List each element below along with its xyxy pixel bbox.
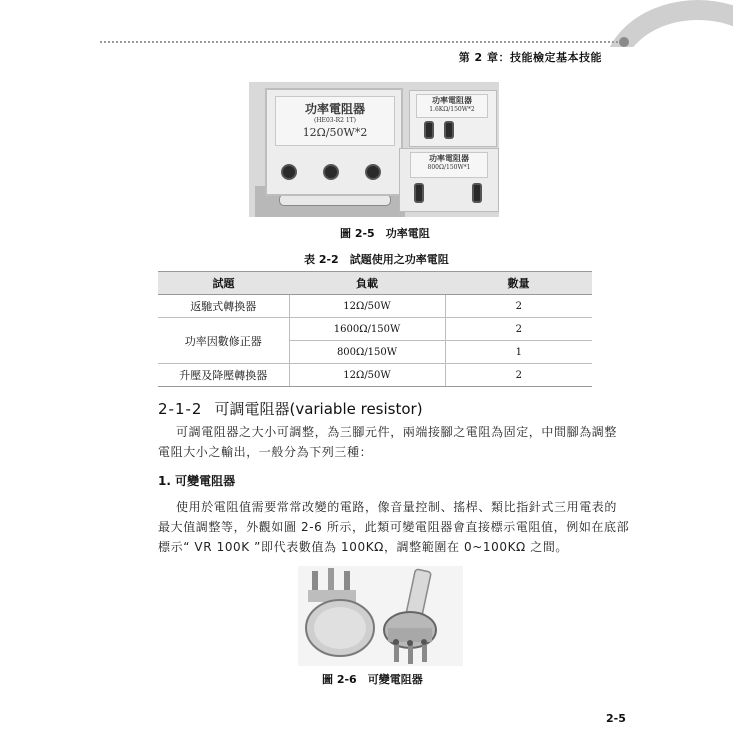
box2-label: 功率電阻器 1.6KΩ/150W*2 [416, 94, 488, 118]
table-cell-load: 12Ω/50W [289, 295, 445, 318]
table-row [158, 295, 592, 318]
figure-2-5-caption: 圖 2-5 功率電阻 [340, 227, 430, 240]
header-dot-marker [619, 37, 629, 47]
resistor-box-small-top [409, 90, 497, 147]
figure-2-5-photo [249, 82, 499, 217]
figure-2-6-caption: 圖 2-6 可變電阻器 [322, 673, 423, 686]
box1-label: 功率電阻器 (HE03-R2 1T) 12Ω/50W*2 [275, 96, 395, 146]
terminal-post-icon [472, 183, 482, 203]
running-title: 第 2 章：技能檢定基本技能 [458, 51, 602, 64]
table-cell-item: 升壓及降壓轉換器 [158, 364, 289, 387]
table-cell-qty: 2 [445, 364, 592, 387]
resistor-box-small-bottom [399, 148, 499, 212]
box3-label: 功率電阻器 800Ω/150W*1 [410, 152, 488, 178]
table-cell-qty: 2 [445, 318, 592, 341]
page-number: 2-5 [606, 712, 626, 725]
power-resistor-table [158, 271, 592, 387]
terminal-post-icon [424, 121, 434, 139]
variable-resistor-illustration [298, 566, 463, 666]
table-row [158, 318, 592, 341]
section-intro-line-2: 電阻大小之輸出，一般分為下列三種： [158, 445, 373, 459]
table-row [158, 364, 592, 387]
subsection-para-line-2: 最大值調整等，外觀如圖 2-6 所示，此類可變電阻器會直接標示電阻值，例如在底部 [158, 520, 630, 534]
terminal-icon [281, 164, 297, 180]
section-intro-line-1: 可調電阻器之大小可調整，為三腳元件，兩端接腳之電阻為固定，中間腳為調整 [176, 425, 618, 439]
table-cell-item: 功率因數修正器 [158, 318, 289, 364]
table-cell-qty: 2 [445, 295, 592, 318]
section-number: 2-1-2 [158, 400, 203, 418]
table-cell-item: 返馳式轉換器 [158, 295, 289, 318]
terminal-post-icon [444, 121, 454, 139]
table-cell-load: 12Ω/50W [289, 364, 445, 387]
table-2-2-caption: 表 2-2 試題使用之功率電阻 [304, 253, 449, 266]
subsection-para-line-1: 使用於電阻值需要常常改變的電路，像音量控制、搖桿、類比指針式三用電表的 [176, 500, 618, 514]
section-title: 可調電阻器(variable resistor) [214, 400, 423, 418]
terminal-icon [323, 164, 339, 180]
header-dotted-rule [100, 41, 622, 43]
subsection-para-line-3: 標示“ VR 100K ”即代表數值為 100KΩ，調整範圍在 0~100KΩ 之間。 [158, 540, 569, 554]
subsection-heading: 1. 可變電阻器 [158, 474, 236, 488]
table-header-item: 試題 [158, 272, 289, 295]
terminal-post-icon [414, 183, 424, 203]
table-cell-load: 1600Ω/150W [289, 318, 445, 341]
header-arc-decoration [603, 0, 750, 150]
section-heading [158, 398, 423, 419]
table-cell-qty: 1 [445, 341, 592, 364]
figure-2-6-photo [298, 566, 463, 666]
resistor-box-large [265, 88, 403, 196]
table-header-qty: 數量 [445, 272, 592, 295]
terminal-icon [365, 164, 381, 180]
table-cell-load: 800Ω/150W [289, 341, 445, 364]
table-header-load: 負載 [289, 272, 445, 295]
